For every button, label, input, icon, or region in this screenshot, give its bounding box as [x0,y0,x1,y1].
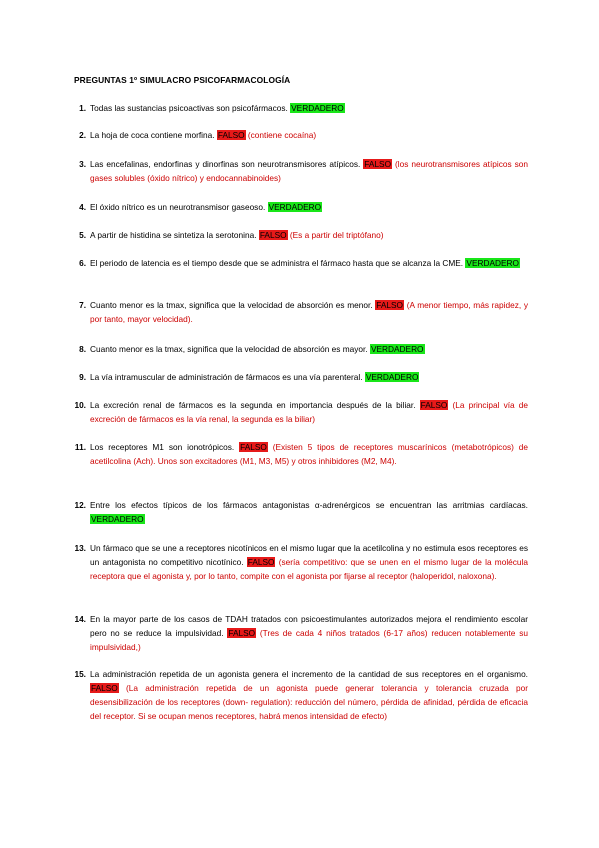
question-item [74,667,528,723]
answer-badge-false: FALSO [364,159,392,169]
question-text: Los receptores M1 son ionotrópicos. [90,442,240,452]
question-item [79,228,528,242]
question-number: 2. [79,130,86,140]
answer-badge-false: FALSO [259,230,287,240]
answer-explanation: (Es a partir del triptófano) [287,230,384,240]
answer-explanation: (La principal vía de excreción de fármacos es la vía renal, la segunda es la biliar) [90,400,528,424]
question-number: 4. [79,202,86,212]
question-text: En la mayor parte de los casos de TDAH tratados con psicoestimulantes autorizados mejora el rendimiento escolar pero no se reduce la impulsividad. [90,614,528,638]
question-text: El periodo de latencia es el tiempo desde que se administra el fármaco hasta que se alcanza la CME. [90,258,466,268]
question-item [74,440,528,468]
answer-badge-false: FALSO [228,628,256,638]
question-item [79,342,528,356]
question-item [74,541,528,583]
question-item [79,256,528,270]
question-item [74,398,528,426]
question-text: Entre los efectos típicos de los fármacos antagonistas α-adrenérgicos se encuentran las arritmias cardíacas. [90,500,528,510]
document-title: PREGUNTAS 1º SIMULACRO PSICOFARMACOLOGÍA [74,75,291,85]
question-text: Las encefalinas, endorfinas y dinorfinas son neurotransmisores atípicos. [90,159,364,169]
question-number: 10. [74,400,86,410]
question-text: La excreción renal de fármacos es la segunda en importancia después de la biliar. [90,400,420,410]
answer-badge-false: FALSO [240,442,267,452]
question-number: 5. [79,230,86,240]
answer-badge-true: VERDADERO [466,258,519,268]
answer-badge-true: VERDADERO [365,372,419,382]
answer-badge-false: FALSO [247,557,275,567]
question-text: El óxido nítrico es un neurotransmisor gaseoso. [90,202,268,212]
question-text: La hoja de coca contiene morfina. [90,130,217,140]
answer-badge-true: VERDADERO [291,103,344,113]
answer-badge-false: FALSO [376,300,404,310]
answer-explanation: (contiene cocaína) [245,130,317,140]
question-number: 3. [79,159,86,169]
answer-badge-true: VERDADERO [268,202,322,212]
question-text: La vía intramuscular de administración de fármacos es una vía parenteral. [90,372,365,382]
question-text: Cuanto menor es la tmax, significa que la velocidad de absorción es menor. [90,300,376,310]
question-text: A partir de histidina se sintetiza la serotonina. [90,230,259,240]
question-text: La administración repetida de un agonista genera el incremento de la cantidad de sus receptores en el organismo. [90,669,528,679]
question-number: 9. [79,372,86,382]
answer-badge-false: FALSO [420,400,448,410]
question-number: 15. [74,669,86,679]
question-item [79,128,528,142]
answer-explanation: (Tres de cada 4 niños tratados (6-17 años) reducen notablemente su impulsividad,) [90,628,529,652]
answer-explanation: (A menor tiempo, más rapidez, y por tanto, mayor velocidad). [90,300,528,324]
question-number: 1. [79,103,86,113]
question-number: 14. [74,614,86,624]
answer-explanation: (los neurotransmisores atípicos son gases solubles (óxido nítrico) y endocannabinoides) [90,159,528,183]
answer-explanation: (Existen 5 tipos de receptores muscarínicos (metabotrópicos) de acetilcolina (Ach). Unos son excitadores (M1, M3, M5) y otros inhibidores (M2, M4). [90,442,528,466]
answer-badge-false: FALSO [217,130,245,140]
question-item [79,157,528,185]
question-item [79,200,528,214]
question-number: 11. [74,442,86,452]
question-number: 12. [74,500,86,510]
question-number: 8. [79,344,86,354]
answer-explanation: (La administración repetida de un agonista puede generar tolerancia y tolerancia cruzada por desensibilización de los receptores (down- regulation): reducción del número, pérdida de afinidad, pérdida de eficacia del receptor. Si se ocupan menos receptores, habrá menos intensidad de efecto) [90,683,528,721]
question-item [79,370,528,384]
question-item [79,101,528,115]
answer-badge-true: VERDADERO [91,514,144,524]
question-number: 7. [79,300,86,310]
answer-badge-false: FALSO [91,683,118,693]
question-text: Un fármaco que se une a receptores nicotínicos en el mismo lugar que la acetilcolina y no estimula esos receptores es un antagonista no competitivo nicotínico. [90,543,528,567]
question-number: 13. [74,543,86,553]
question-number: 6. [79,258,86,268]
question-item [74,612,529,654]
question-item [79,298,528,326]
question-text: Todas las sustancias psicoactivas son psicofármacos. [90,103,291,113]
answer-badge-true: VERDADERO [370,344,424,354]
answer-explanation: (sería competitivo: que se unen en el mismo lugar de la molécula receptora que el agonista y, por lo tanto, compite con el agonista por fijarse al receptor (haloperidol, naloxona). [90,557,528,581]
question-text: Cuanto menor es la tmax, significa que la velocidad de absorción es mayor. [90,344,370,354]
question-item [74,498,528,526]
